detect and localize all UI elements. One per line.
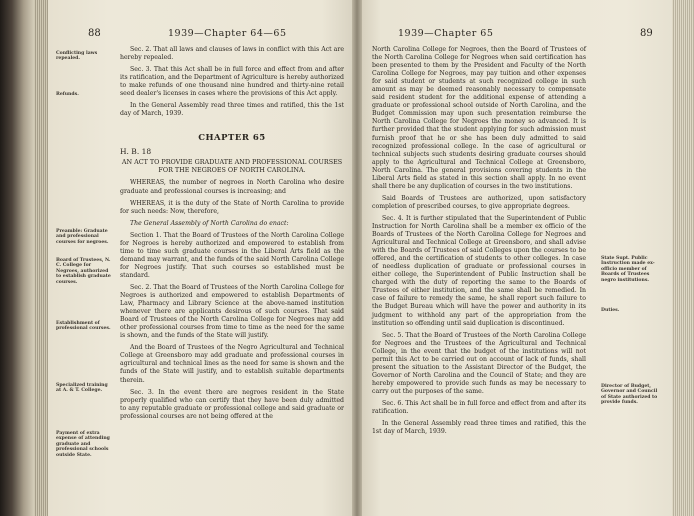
left-page [48, 0, 352, 516]
margin-note: State Supt. Public Instruction made ex-officio member of Boards of Trustees negro institutions. [601, 256, 655, 283]
section-paragraph: North Carolina College for Negroes, then the Board of Trustees of the North Carolina College for Negroes when said certification has been presented to them by the President and Faculty of the North Carolina College for Negroes, may pay tuition and other expenses for said student or students at such recognized college in such amount as may be deemed reasonably necessary to compensate said resident student for the additional expense of attending a graduate or professional school outside of North Carolina, and the Budget Commission may upon such presentation reimburse the North Carolina College for Negroes the money so advanced. It is further provided that the student applying for such admission must furnish proof that he or she has been duly admitted to said recognized professional college. In the case of agricultural or technical subjects such students desiring graduate courses should apply to the Agricultural and Technical College at Greensboro, North Carolina. The general provisions covering students in the Liberal Arts field as stated in this section shall apply. In no event shall there be any duplication of courses in the two institutions. [372, 46, 586, 190]
bill-number: H. B. 18 [120, 147, 152, 157]
left-page-body [120, 46, 344, 425]
enacting-clause: The General Assembly of North Carolina do enact: [130, 219, 289, 227]
section-paragraph: Sec. 4. It is further stipulated that the Superintendent of Public Instruction for North Carolina shall be a member ex officio of the Boards of Trustees of the North Carolina College for Negroes and Agricultural and Technical College at Greensboro, and shall advise with the Boards of Trustees of said Colleges upon the courses to be offered, and the certification of students to other colleges. In case of needless duplication of graduate or professional courses in either college, the Superintendent of Public Instruction shall be charged with the duty of reporting the same to the Boards of Trustees of either institution, and the same shall be remedied. In case of failure to remedy the same, he shall report such failure to the Budget Bureau which will have the power and authority in its judgment to withhold any part of the appropriation from the institution so offending until said duplication is discontinued. [372, 214, 586, 327]
section-paragraph: Sec. 2. That all laws and clauses of laws in conflict with this Act are hereby repealed. [120, 46, 344, 62]
section-paragraph: Said Boards of Trustees are authorized, upon satisfactory completion of prescribed courses, to give appropriate degrees. [372, 194, 586, 210]
margin-note: Refunds. [56, 92, 79, 97]
section-paragraph: Sec. 5. That the Board of Trustees of the North Carolina College for Negroes and the Trustees of the Agricultural and Technical College, in the event that the budget of the institutions will not permit this Act to be carried out on account of lack of funds, shall present the situation to the Assistant Director of the Budget, the Governor of North Carolina and the Council of State; and they are hereby empowered to provide such funds as may be necessary to carry out the purposes of the same. [372, 331, 586, 395]
section-paragraph: Sec. 6. This Act shall be in full force and effect from and after its ratification. [372, 399, 586, 416]
right-page [362, 0, 672, 516]
page-edges-left [34, 0, 48, 516]
ratification-paragraph: In the General Assembly read three times and ratified, this the 1st day of March, 1939. [372, 420, 586, 436]
margin-note: Payment of extra expense of attending graduate and professional schools outside State. [56, 431, 110, 458]
page-number: 88 [88, 28, 101, 39]
ratification-paragraph: In the General Assembly read three times and ratified, this the 1st day of March, 1939. [120, 102, 344, 118]
book-cover-edge [0, 0, 34, 516]
chapter-heading: CHAPTER 65 [198, 133, 266, 144]
page-number: 89 [640, 28, 653, 39]
margin-note: Conflicting laws repealed. [56, 51, 98, 62]
margin-note: Specialized training at A. & T. College. [56, 383, 108, 394]
running-head: 1939—Chapter 64—65 [168, 28, 287, 39]
section-paragraph: And the Board of Trustees of the Negro Agricultural and Technical College at Greensboro may add graduate and professional courses in agricultural and technical lines as the need for same is shown and the funds of the State will justify, and to establish suitable departments therein. [120, 344, 344, 384]
right-page-body [372, 46, 586, 440]
margin-note: Board of Trustees, N. C. College for Negroes, authorized to establish graduate courses. [56, 258, 111, 285]
running-head: 1939—Chapter 65 [398, 28, 494, 39]
section-paragraph: Sec. 2. That the Board of Trustees of the North Carolina College for Negroes is authorized and empowered to establish Departments of Law, Pharmacy and Library Science at the above-named institution whenever there are applicants desirous of such courses. That said Board of Trustees of the North Carolina College for Negroes may add other professional courses from time to time as the need for the same is shown, and the funds of the State will justify. [120, 283, 344, 340]
whereas-paragraph: WHEREAS, it is the duty of the State of North Carolina to provide for such needs: Now, therefore, [120, 199, 344, 215]
margin-note: Establishment of professional courses. [56, 321, 111, 332]
margin-note: Director of Budget, Governor and Council of State authorized to provide funds. [601, 384, 658, 406]
page-edges-right [672, 0, 694, 516]
act-title: AN ACT TO PROVIDE GRADUATE AND PROFESSIONAL COURSES FOR THE NEGROES OF NORTH CAROLINA. [121, 158, 343, 175]
section-paragraph: Sec. 3. In the event there are negroes resident in the State properly qualified who can certify that they have been duly admitted to any reputable graduate or professional college and said graduate or professional courses are not being offered at the [120, 388, 344, 420]
section-paragraph: Sec. 3. That this Act shall be in full force and effect from and after its ratification, and the Department of Agriculture is hereby authorized to make refunds of one thousand nine hundred and thirty-nine retail seed dealer's licenses in cases where the provisions of this Act apply. [120, 66, 344, 98]
book-gutter [352, 0, 362, 516]
section-paragraph: Section 1. That the Board of Trustees of the North Carolina College for Negroes is hereby authorized and empowered to establish from time to time such graduate courses in the Liberal Arts field as the demand may warrant, and the funds of the said North Carolina College for Negroes justify. That such courses so established must be standard. [120, 231, 344, 279]
whereas-paragraph: WHEREAS, the number of negroes in North Carolina who desire graduate and professional courses is increasing; and [120, 179, 344, 195]
margin-note: Duties. [601, 308, 620, 313]
margin-note: Preamble: Graduate and professional courses for negroes. [56, 229, 109, 245]
